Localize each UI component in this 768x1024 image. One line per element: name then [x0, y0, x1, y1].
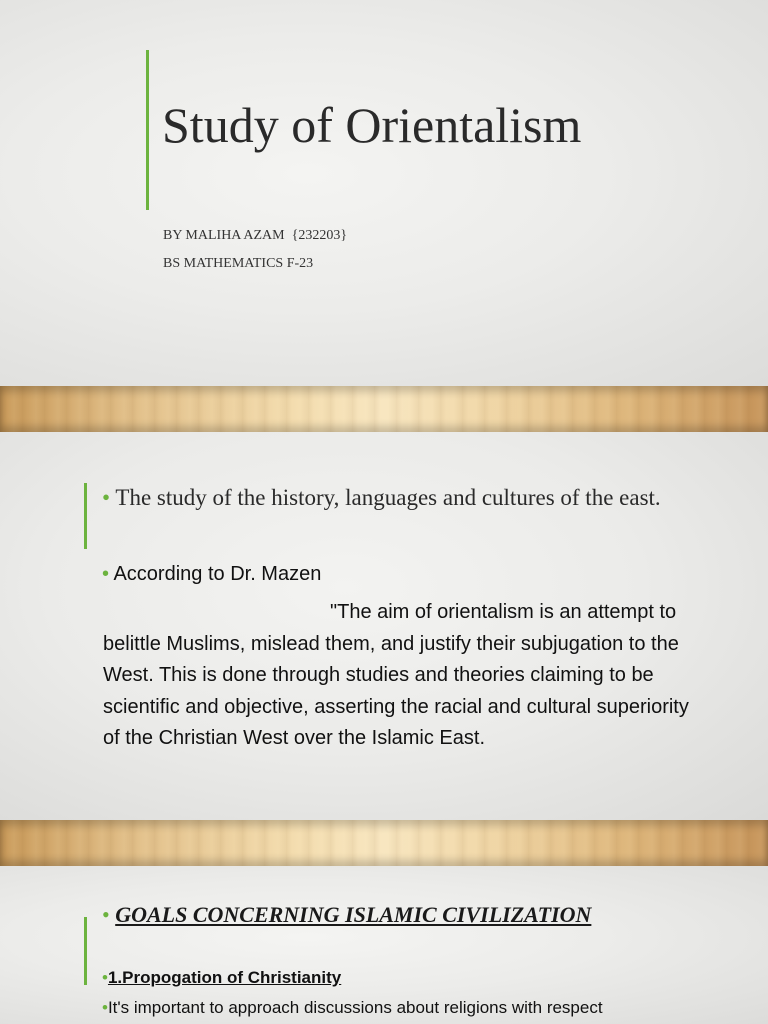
- author-line: BY MALIHA AZAM {232203}: [163, 228, 348, 243]
- bullet-icon: •: [102, 563, 110, 585]
- bullet-icon: •: [102, 968, 108, 987]
- bullet-icon: •: [102, 902, 110, 927]
- bullet-text: The study of the history, languages and cultures of the east.: [115, 485, 661, 510]
- goals-heading: [102, 902, 591, 928]
- bullet-text: According to Dr. Mazen: [113, 563, 322, 585]
- wood-divider: [0, 820, 768, 866]
- accent-bar: [84, 917, 87, 985]
- point-text: 1.Propogation of Christianity: [107, 968, 342, 987]
- bullet-icon: •: [102, 998, 108, 1017]
- title-slide: [0, 0, 768, 386]
- bullet-according: [102, 563, 321, 586]
- accent-bar: [84, 483, 87, 549]
- point-text: It's important to approach discussions about religions with respect: [107, 998, 603, 1017]
- bullet-definition: [102, 480, 702, 516]
- point-christianity: [102, 968, 341, 988]
- slide-title: Study of Orientalism: [162, 97, 582, 153]
- bullet-icon: •: [102, 485, 111, 510]
- point-respect: [102, 998, 603, 1018]
- quote-text: "The aim of orientalism is an attempt to belittle Muslims, mislead them, and justify their subjugation to the West. This is done through studies and theories claiming to be scientific and objective, asserting the racial and cultural superiority of the Christian West over the Islamic East.: [103, 601, 689, 749]
- accent-bar: [146, 50, 149, 210]
- program-line: BS MATHEMATICS F-23: [163, 256, 314, 271]
- quote-paragraph: [103, 597, 703, 755]
- goals-heading-text: GOALS CONCERNING ISLAMIC CIVILIZATION: [115, 902, 592, 927]
- wood-divider: [0, 386, 768, 432]
